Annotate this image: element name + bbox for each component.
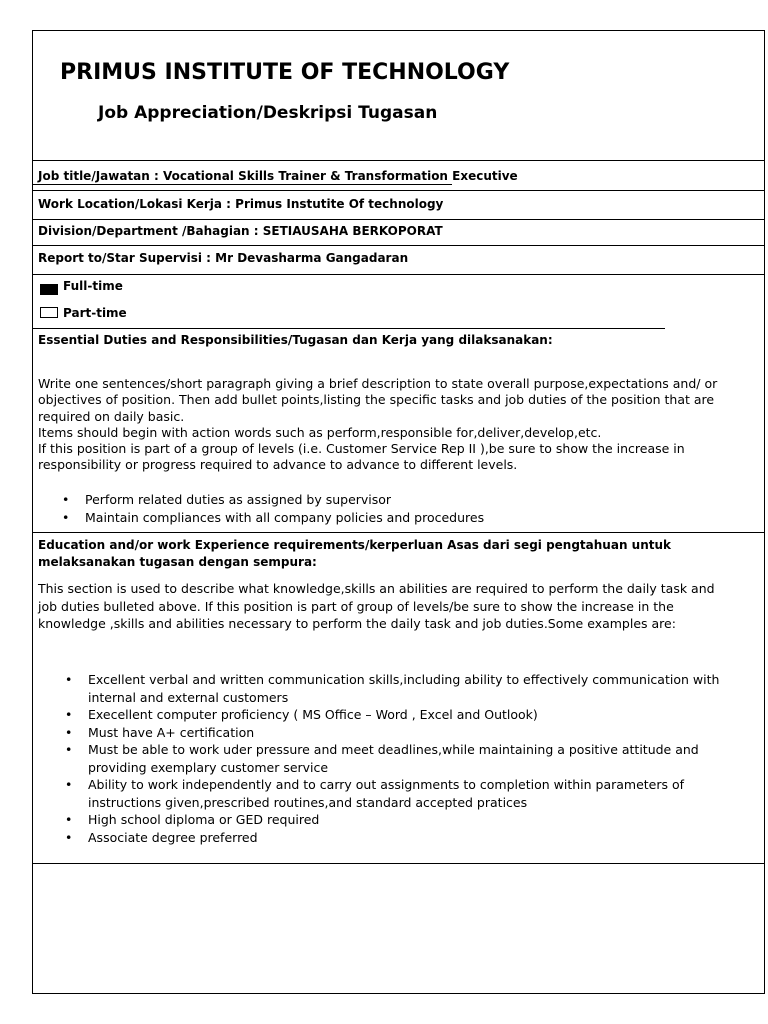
list-item: • Must have A+ certification (88, 724, 728, 742)
form-subtitle: Job Appreciation/Deskripsi Tugasan (98, 103, 438, 123)
job-title-field: Job title/Jawatan : Vocational Skills Trainer & Transformation Executive (38, 169, 518, 183)
full-time-checkbox[interactable] (40, 284, 58, 295)
institute-title: PRIMUS INSTITUTE OF TECHNOLOGY (60, 60, 510, 85)
education-bullet-list (88, 671, 728, 846)
list-item: • Execellent computer proficiency ( MS Office – Word , Excel and Outlook) (88, 706, 728, 724)
part-time-label: Part-time (63, 306, 127, 320)
full-time-label: Full-time (63, 279, 123, 293)
report-to-field: Report to/Star Supervisi : Mr Devasharma Gangadaran (38, 251, 409, 265)
duties-heading: Essential Duties and Responsibilities/Tugasan dan Kerja yang dilaksanakan: (38, 333, 553, 347)
list-item: • Maintain compliances with all company policies and procedures (85, 509, 725, 527)
work-location-field: Work Location/Lokasi Kerja : Primus Instutite Of technology (38, 197, 444, 211)
duties-description (38, 376, 728, 474)
list-item: • Must be able to work uder pressure and meet deadlines,while maintaining a positive attitude and providing exemplary customer service (88, 741, 728, 776)
list-item: • Perform related duties as assigned by supervisor (85, 491, 725, 509)
part-time-checkbox[interactable] (40, 307, 58, 318)
list-item: • High school diploma or GED required (88, 811, 728, 829)
duties-paragraph-2: Items should begin with action words such as perform,responsible for,deliver,develop,etc. (38, 424, 602, 440)
duties-paragraph-3: If this position is part of a group of levels (i.e. Customer Service Rep II ),be sure to show the increase in responsibility or progress required to advance to advance to different levels. (38, 441, 685, 473)
duties-paragraph-1: Write one sentences/short paragraph giving a brief description to state overall purpose,expectations and/ or objectives of position. Then add bullet points,listing the specific tasks and job duties of the position that are required on daily basic. (38, 376, 718, 424)
list-item: • Associate degree preferred (88, 829, 728, 847)
list-item: • Ability to work independently and to carry out assignments to completion within parameters of instructions given,prescribed routines,and standard accepted pratices (88, 776, 728, 811)
education-heading: Education and/or work Experience requirements/kerperluan Asas dari segi pengtahuan untuk melaksanakan tugasan dengan sempura: (38, 538, 672, 569)
duties-bullet-list (85, 491, 725, 526)
list-item: • Excellent verbal and written communication skills,including ability to effectively communication with internal and external customers (88, 671, 728, 706)
form-body (32, 0, 765, 1024)
education-paragraph: This section is used to describe what knowledge,skills an abilities are required to perform the daily task and job duties bulleted above. If this position is part of group of levels/be sure to show the increase in the knowledge ,skills and abilities necessary to perform the daily task and job duties.Some examples are: (38, 581, 715, 632)
division-field: Division/Department /Bahagian : SETIAUSAHA BERKOPORAT (38, 224, 443, 238)
